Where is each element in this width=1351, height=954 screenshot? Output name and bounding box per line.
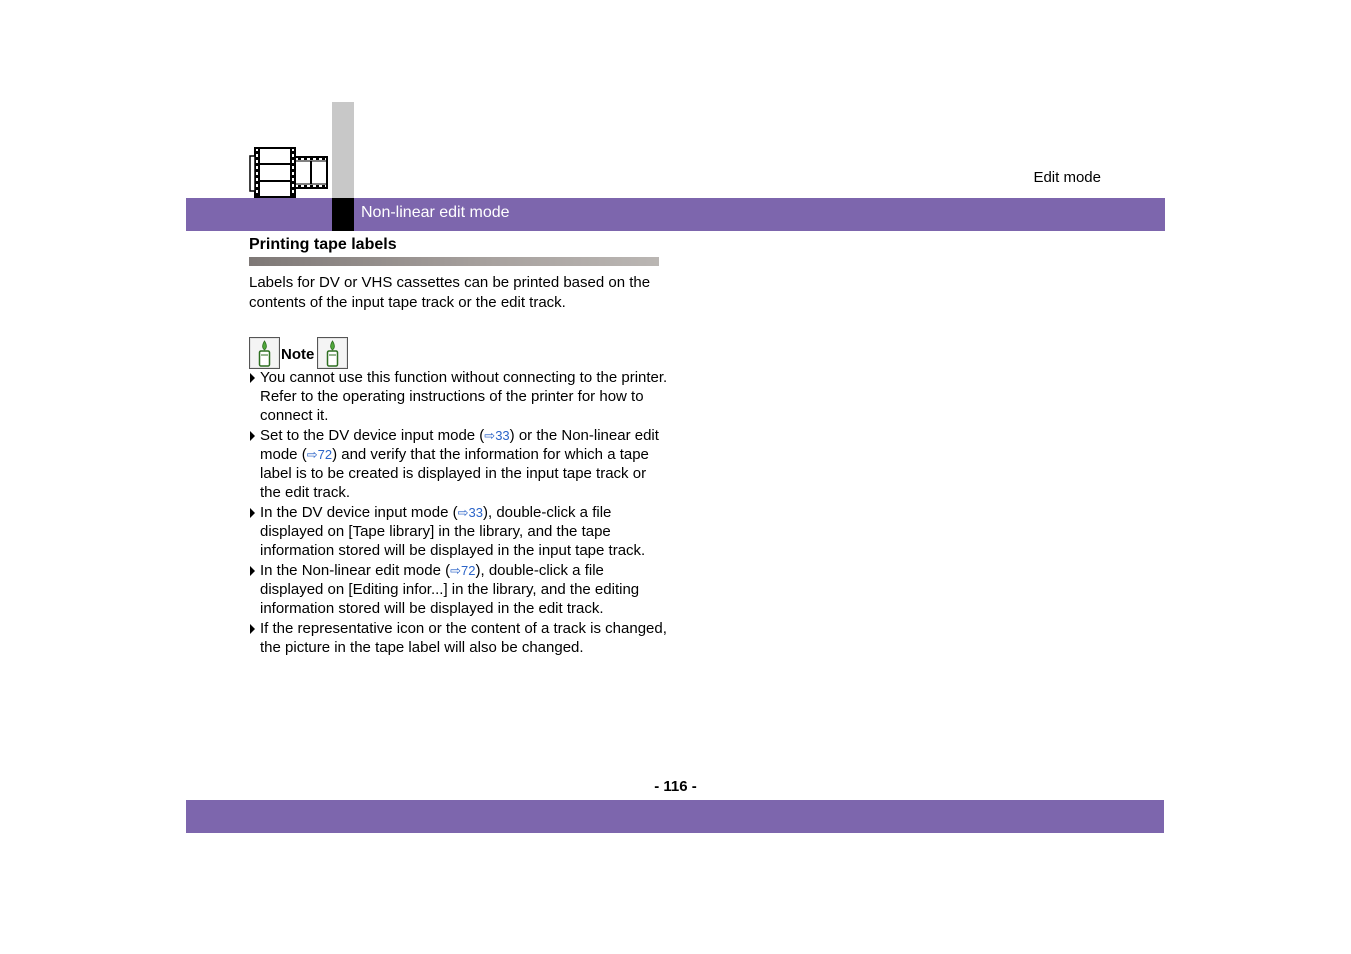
page-heading: Printing tape labels bbox=[249, 236, 397, 253]
note-item bbox=[249, 561, 669, 618]
page-reference-link[interactable] bbox=[450, 563, 475, 578]
arrow-right-icon: ⇨ bbox=[306, 447, 318, 462]
arrow-right-icon: ⇨ bbox=[450, 563, 462, 578]
page-reference-number: 33 bbox=[468, 505, 483, 520]
film-strip-icon bbox=[249, 147, 329, 204]
note-text: You cannot use this function without connecting to the printer. Refer to the operating instructions of the printer for how to connect it. bbox=[260, 369, 668, 424]
header-gray-tab bbox=[332, 102, 354, 198]
arrow-right-icon: ⇨ bbox=[457, 505, 469, 520]
note-text: ), double-click a file displayed on [Editing infor...] in the library, and the editing information stored will be displayed in the edit track. bbox=[260, 562, 640, 617]
note-text: ) and verify that the information for which a tape label is to be created is displayed in the input tape track or the edit track. bbox=[260, 446, 649, 501]
note-text: ) or the Non-linear edit mode ( bbox=[260, 427, 659, 463]
note-item bbox=[249, 426, 669, 502]
header-black-tab bbox=[332, 198, 354, 231]
note-candle-icon bbox=[249, 337, 280, 369]
note-candle-icon bbox=[317, 337, 348, 369]
bullet-triangle-icon bbox=[250, 373, 255, 383]
page-reference-link[interactable] bbox=[484, 428, 509, 443]
bullet-triangle-icon bbox=[250, 431, 255, 441]
bullet-triangle-icon bbox=[250, 508, 255, 518]
page-reference-number: 72 bbox=[461, 563, 476, 578]
note-item bbox=[249, 368, 669, 425]
note-text: In the Non-linear edit mode ( bbox=[260, 562, 451, 579]
page-reference-number: 33 bbox=[495, 428, 510, 443]
heading-underline bbox=[249, 257, 659, 266]
note-text: ), double-click a file displayed on [Tape library] in the library, and the tape information stored will be displayed in the input tape track. bbox=[260, 504, 646, 559]
note-text: In the DV device input mode ( bbox=[260, 504, 458, 521]
note-text: If the representative icon or the content of a track is changed, the picture in the tape label will also be changed. bbox=[260, 620, 667, 656]
arrow-right-icon: ⇨ bbox=[484, 428, 496, 443]
note-item bbox=[249, 503, 669, 560]
intro-paragraph: Labels for DV or VHS cassettes can be printed based on the contents of the input tape track or the edit track. bbox=[249, 274, 651, 311]
bullet-triangle-icon bbox=[250, 566, 255, 576]
bullet-triangle-icon bbox=[250, 624, 255, 634]
page-reference-number: 72 bbox=[317, 447, 333, 462]
note-label: Note bbox=[281, 346, 315, 363]
chapter-title: Edit mode bbox=[1033, 169, 1101, 186]
page-reference-link[interactable] bbox=[458, 505, 483, 520]
note-list bbox=[249, 368, 669, 658]
section-title: Non-linear edit mode bbox=[361, 204, 510, 221]
footer-band bbox=[186, 800, 1164, 833]
page-reference-link[interactable] bbox=[307, 447, 332, 462]
note-item bbox=[249, 619, 669, 657]
note-text: Set to the DV device input mode ( bbox=[260, 427, 485, 444]
page-number: - 116 - bbox=[654, 778, 697, 795]
